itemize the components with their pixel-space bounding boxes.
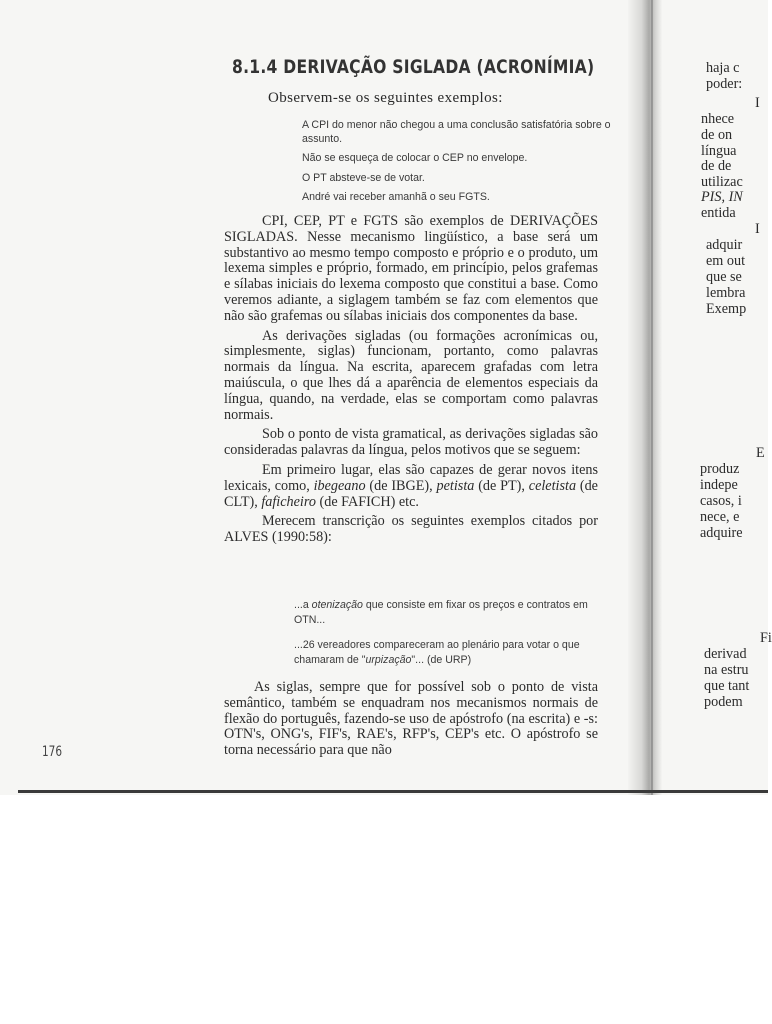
paragraph-text: (de PT),: [474, 477, 529, 494]
facing-page-line: Fi: [760, 630, 772, 646]
facing-page-line: de on: [701, 127, 733, 143]
italic-term: celetista: [528, 477, 577, 494]
facing-page-line: E: [756, 445, 765, 461]
facing-page-line: em out: [706, 253, 746, 269]
facing-page-line: nece, e: [700, 509, 740, 525]
quotes-block: [294, 598, 600, 678]
example-item: O PT absteve-se de votar.: [302, 171, 425, 184]
italic-term: otenização: [311, 599, 363, 611]
paragraph: [224, 463, 598, 510]
body-text: [224, 214, 598, 550]
facing-page-line: produz: [700, 461, 740, 477]
paragraph-text: (de FAFICH) etc.: [315, 493, 419, 510]
facing-page-line: de de: [701, 158, 732, 174]
facing-page-line: indepe: [700, 477, 738, 493]
paragraph: As siglas, sempre que for possível sob o ponto de vista semântico, também se enquadram nos mecanismos normais de flexão do português, fazendo-se uso de apóstrofo (na escrita) e -s: OTN's, ONG's, FIF's, RAE's, RFP's, CEP's etc. O apóstrofo se torna necessário para que não: [224, 679, 598, 759]
italic-term: faficheiro: [261, 493, 316, 510]
intro-sentence: Observem-se os seguintes exemplos:: [268, 90, 503, 106]
quote-text: que consiste em fixar os preços e contratos em OTN...: [294, 599, 588, 626]
paragraph-text: Em primeiro lugar, elas são capazes de gerar novos itens lexicais, como,: [224, 461, 598, 494]
paragraph-text: (de CLT),: [224, 477, 598, 510]
italic-term: ibegeano: [313, 477, 366, 494]
section-title: 8.1.4 DERIVAÇÃO SIGLADA (ACRONÍMIA): [232, 56, 595, 78]
facing-page-line: entida: [701, 205, 736, 221]
facing-page-line: utilizac: [701, 174, 743, 190]
facing-page-fragment: [662, 0, 772, 795]
facing-page-line: lembra: [706, 285, 746, 301]
quote-text: ...26 vereadores compareceram ao plenário para votar o que chamaram de ": [294, 639, 580, 666]
page-number: 176: [42, 744, 63, 760]
facing-page-line: podem: [704, 694, 743, 710]
page-bottom-edge: [18, 790, 768, 793]
examples-block: [302, 119, 620, 211]
italic-term: petista: [436, 477, 475, 494]
facing-page-line: que se: [706, 269, 742, 285]
spine-line: [651, 0, 653, 795]
facing-page-line: poder:: [706, 76, 743, 92]
facing-page-line: I: [755, 95, 760, 111]
facing-page-line: haja c: [706, 60, 740, 76]
example-item: A CPI do menor não chegou a uma conclusão satisfatória sobre o assunto.: [302, 119, 611, 145]
closing-paragraph-block: [224, 680, 598, 759]
facing-page-line: casos, i: [700, 493, 742, 509]
example-item: Não se esqueça de colocar o CEP no envelope.: [302, 152, 528, 164]
facing-page-line: língua: [701, 143, 737, 159]
book-gutter: [628, 0, 662, 795]
facing-page-line: nhece: [701, 111, 735, 127]
facing-page-line: derivad: [704, 646, 747, 662]
paragraph: Merecem transcrição os seguintes exemplos citados por ALVES (1990:58):: [224, 513, 598, 546]
quote-text: "... (de URP): [411, 654, 472, 666]
paragraph: As derivações sigladas (ou formações acronímicas ou, simplesmente, siglas) funcionam, portanto, como palavras normais da língua. Na escrita, aparecem grafadas com letra maiúscula, o que lhes dá a aparência de elementos especiais da língua, quando, na verdade, elas se comportam como palavras normais.: [224, 327, 598, 423]
facing-page-line: adquire: [700, 525, 743, 541]
italic-term: urpização: [365, 654, 412, 666]
facing-page-line: na estru: [704, 662, 749, 678]
facing-page-line: adquir: [706, 237, 743, 253]
paragraph: CPI, CEP, PT e FGTS são exemplos de DERIVAÇÕES SIGLADAS. Nesse mecanismo lingüístico, a base será um substantivo ao mesmo tempo composto e próprio e o produto, um lexema simples e próprio, formado, em princípio, pelos grafemas e sílabas iniciais do lexema composto que constitui a base. Como veremos adiante, a siglagem também se faz com elementos que não são grafemas ou sílabas iniciais dos componentes da base.: [224, 213, 598, 324]
facing-page-line: que tant: [704, 678, 750, 694]
facing-page-line: I: [755, 221, 760, 237]
quote-item: [294, 638, 600, 668]
paragraph: Sob o ponto de vista gramatical, as derivações sigladas são consideradas palavras da língua, pelos motivos que se seguem:: [224, 426, 598, 459]
quote-text: ...a: [294, 599, 312, 611]
example-item: André vai receber amanhã o seu FGTS.: [302, 191, 490, 203]
facing-page-line: Exemp: [706, 301, 747, 317]
paragraph-text: (de IBGE),: [365, 477, 437, 494]
quote-item: [294, 598, 600, 628]
facing-page-line: PIS, IN: [701, 189, 743, 205]
